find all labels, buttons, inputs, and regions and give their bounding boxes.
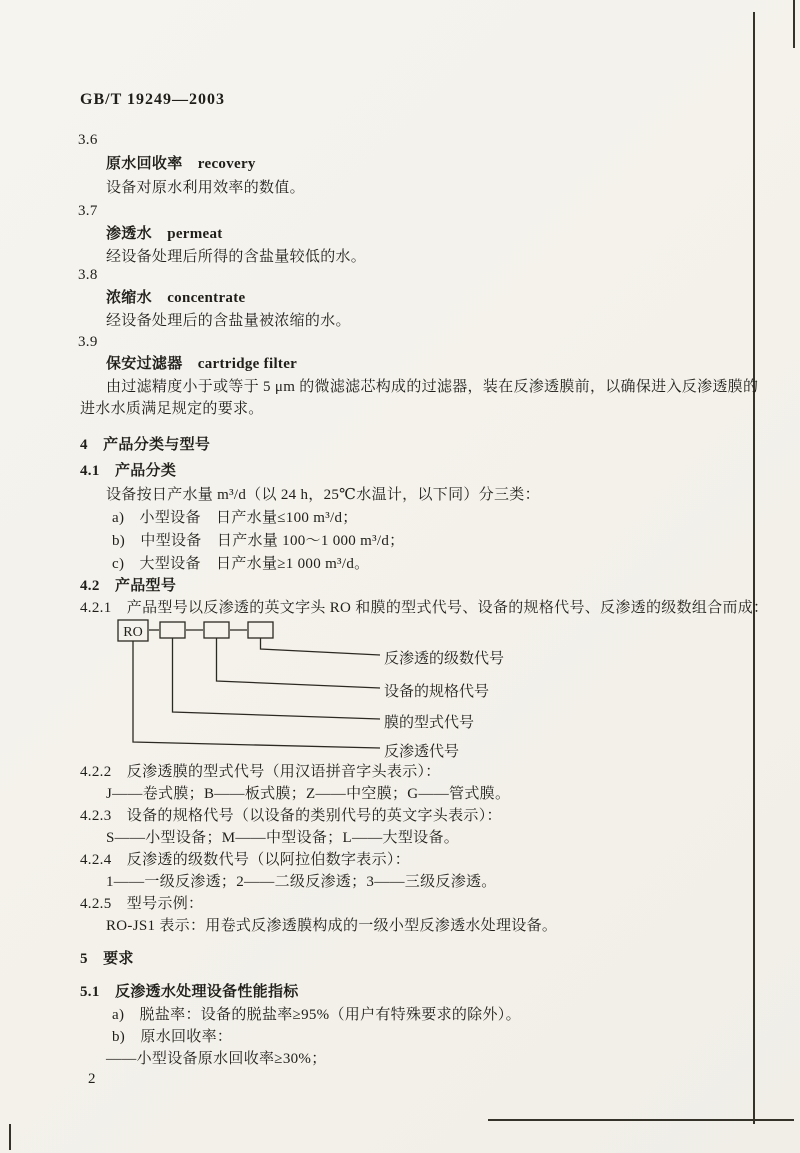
scan-artifact-bottom-line <box>488 1119 794 1121</box>
section-5-1-item-b-sub1: ——小型设备原水回收率≥30%； <box>106 1051 327 1067</box>
term-3-9-definition-line2: 进水水质满足规定的要求。 <box>80 401 264 417</box>
section-4-1-intro: 设备按日产水量 m³/d（以 24 h，25℃水温计，以下同）分三类： <box>106 487 540 503</box>
standard-number: GB/T 19249—2003 <box>80 91 225 108</box>
section-4-2-1-text: 4.2.1 产品型号以反渗透的英文字头 RO 和膜的型式代号、设备的规格代号、反渗透的级数组合而成： <box>80 600 769 616</box>
diagram-leader-spec <box>217 638 381 688</box>
model-designation-diagram <box>80 617 510 765</box>
scan-artifact-topright-tick <box>793 0 795 48</box>
section-4-2-5-body: RO-JS1 表示：用卷式反渗透膜构成的一级小型反渗透水处理设备。 <box>106 918 558 934</box>
diagram-box-spec-code <box>204 622 229 638</box>
diagram-leader-ro <box>133 641 380 748</box>
section-4-1-item-a: a) 小型设备 日产水量≤100 m³/d； <box>112 510 358 526</box>
term-3-9-title: 保安过滤器 cartridge filter <box>106 356 298 372</box>
section-4-heading: 4 产品分类与型号 <box>80 437 211 453</box>
section-4-2-2-body: J——卷式膜；B——板式膜；Z——中空膜；G——管式膜。 <box>106 786 511 802</box>
section-4-2-4-body: 1——一级反渗透；2——二级反渗透；3——三级反渗透。 <box>106 874 497 890</box>
term-3-7-definition: 经设备处理后所得的含盐量较低的水。 <box>106 249 367 265</box>
diagram-label-membrane: 膜的型式代号 <box>384 715 475 731</box>
section-5-heading: 5 要求 <box>80 951 134 967</box>
section-5-1-heading: 5.1 反渗透水处理设备性能指标 <box>80 984 299 1000</box>
term-3-7-number: 3.7 <box>78 203 98 219</box>
scan-artifact-right-line <box>753 12 755 1124</box>
diagram-box-membrane-code <box>160 622 185 638</box>
section-5-1-item-b: b) 原水回收率： <box>112 1029 233 1045</box>
term-3-7-title: 渗透水 permeat <box>106 226 223 242</box>
diagram-label-stage: 反渗透的级数代号 <box>384 651 505 667</box>
section-4-1-item-b: b) 中型设备 日产水量 100～1 000 m³/d； <box>112 533 405 549</box>
term-3-8-number: 3.8 <box>78 267 98 283</box>
diagram-ro-text: RO <box>123 625 143 640</box>
scan-artifact-bottomleft-tick <box>9 1124 11 1150</box>
diagram-box-stage-code <box>248 622 273 638</box>
section-4-1-item-c: c) 大型设备 日产水量≥1 000 m³/d。 <box>112 556 370 572</box>
section-4-2-4-heading: 4.2.4 反渗透的级数代号（以阿拉伯数字表示）： <box>80 852 411 868</box>
term-3-8-definition: 经设备处理后的含盐量被浓缩的水。 <box>106 313 351 329</box>
term-3-9-number: 3.9 <box>78 334 98 350</box>
term-3-8-title: 浓缩水 concentrate <box>106 290 246 306</box>
diagram-label-spec: 设备的规格代号 <box>384 684 490 700</box>
section-4-2-5-heading: 4.2.5 型号示例： <box>80 896 204 912</box>
section-4-1-heading: 4.1 产品分类 <box>80 463 177 479</box>
section-4-2-2-heading: 4.2.2 反渗透膜的型式代号（用汉语拼音字头表示）： <box>80 764 441 780</box>
section-5-1-item-a: a) 脱盐率：设备的脱盐率≥95%（用户有特殊要求的除外）。 <box>112 1007 521 1023</box>
section-4-2-3-body: S——小型设备；M——中型设备；L——大型设备。 <box>106 830 460 846</box>
term-3-9-definition-line1: 由过滤精度小于或等于 5 μm 的微滤滤芯构成的过滤器，装在反渗透膜前，以确保进入反渗透膜的 <box>106 379 759 395</box>
page-number: 2 <box>88 1071 96 1087</box>
section-4-2-heading: 4.2 产品型号 <box>80 578 177 594</box>
term-3-6-number: 3.6 <box>78 132 98 148</box>
term-3-6-title: 原水回收率 recovery <box>106 156 256 172</box>
diagram-leader-stage <box>261 638 381 655</box>
term-3-6-definition: 设备对原水利用效率的数值。 <box>106 180 305 196</box>
diagram-label-ro: 反渗透代号 <box>384 744 460 760</box>
section-4-2-3-heading: 4.2.3 设备的规格代号（以设备的类别代号的英文字头表示）： <box>80 808 502 824</box>
